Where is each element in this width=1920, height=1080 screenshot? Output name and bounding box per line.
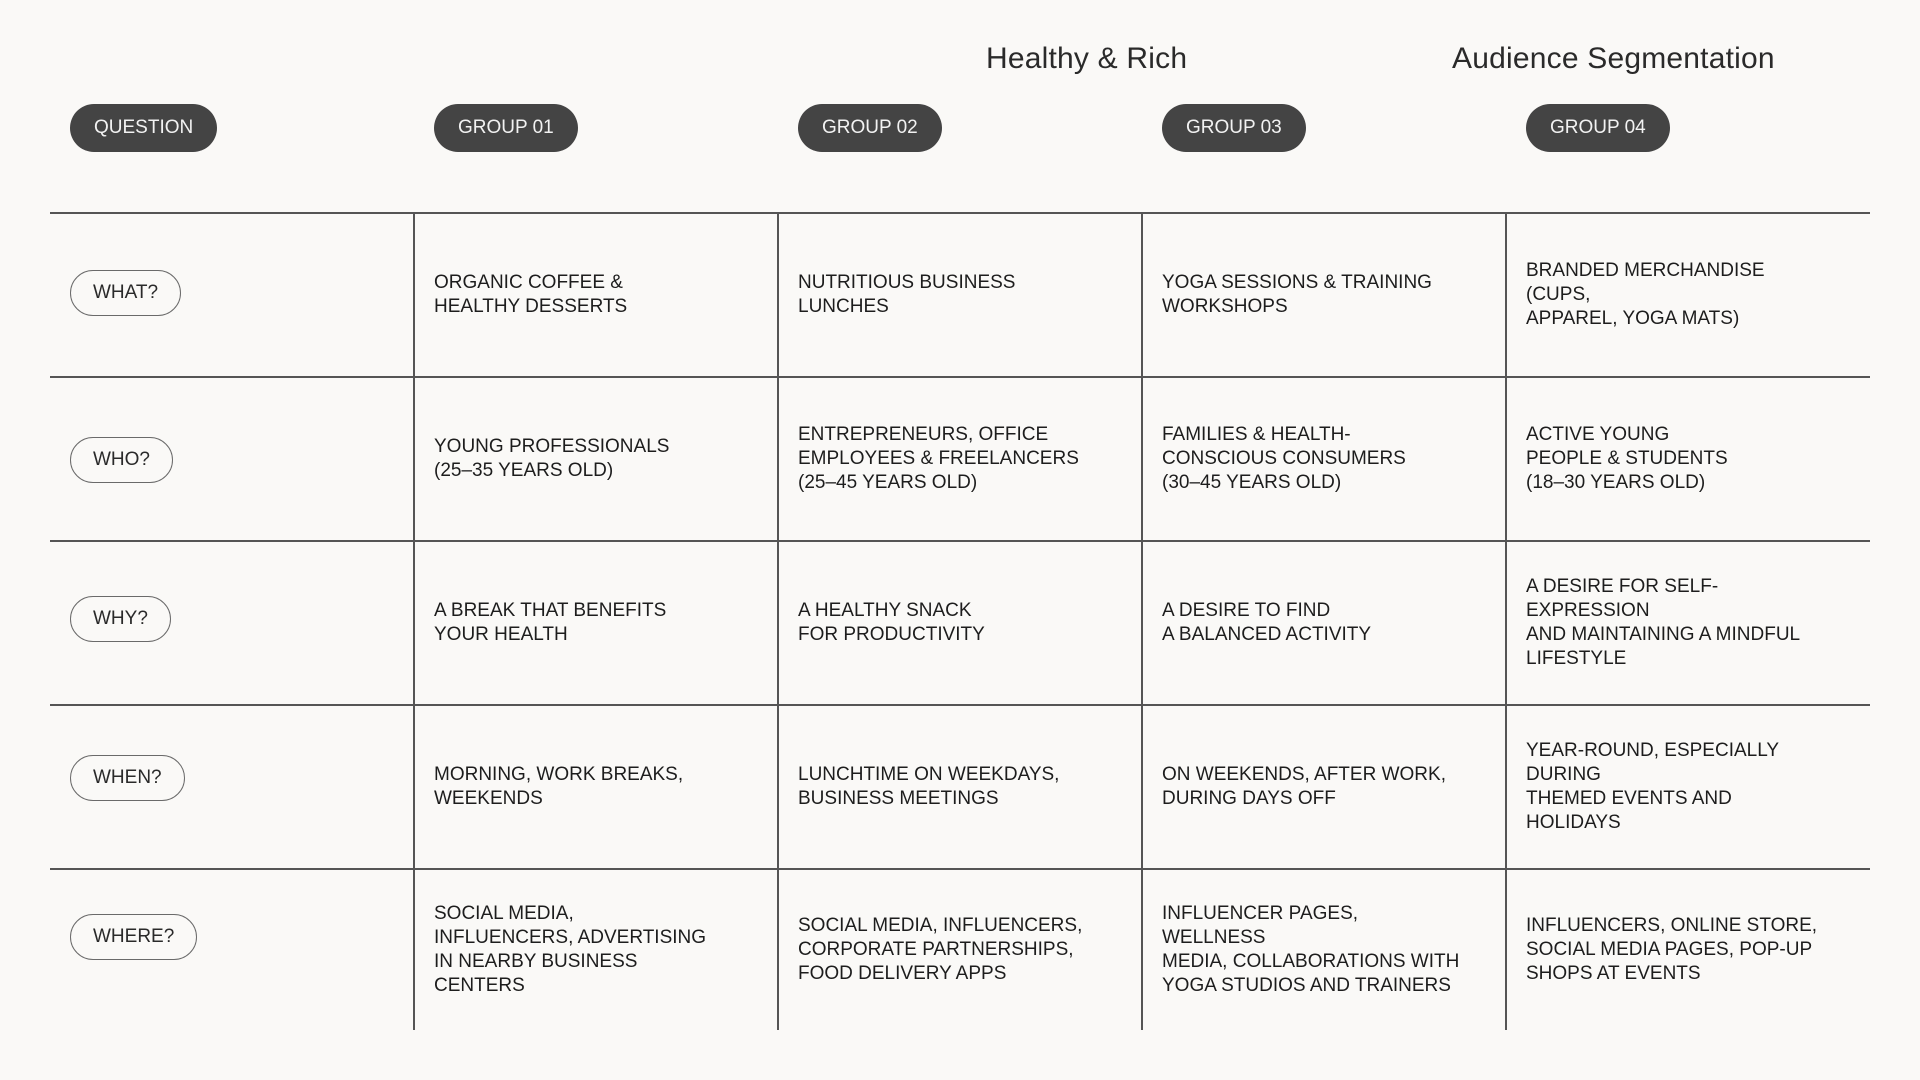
- question-what: WHAT?: [70, 270, 181, 316]
- table-cell: A DESIRE FOR SELF-EXPRESSION AND MAINTAINING A MINDFUL LIFESTYLE: [1526, 576, 1801, 669]
- column-divider: [413, 212, 415, 1030]
- question-who: WHO?: [70, 437, 173, 483]
- table-cell: SOCIAL MEDIA, INFLUENCERS, ADVERTISING IN NEARBY BUSINESS CENTERS: [434, 903, 707, 996]
- table-cell: ORGANIC COFFEE & HEALTHY DESSERTS: [434, 272, 628, 317]
- page-title: Audience Segmentation: [1452, 42, 1775, 75]
- page-subtitle: Healthy & Rich: [986, 42, 1188, 75]
- column-divider: [1141, 212, 1143, 1030]
- table-cell: MORNING, WORK BREAKS, WEEKENDS: [434, 764, 684, 809]
- question-when: WHEN?: [70, 755, 185, 801]
- column-header-question: QUESTION: [70, 104, 217, 152]
- question-why: WHY?: [70, 596, 171, 642]
- column-header-group-03: GROUP 03: [1162, 104, 1306, 152]
- column-divider: [1505, 212, 1507, 1030]
- table-cell: YEAR-ROUND, ESPECIALLY DURING THEMED EVENTS AND HOLIDAYS: [1526, 740, 1779, 833]
- table-cell: BRANDED MERCHANDISE (CUPS, APPAREL, YOGA MATS): [1526, 260, 1765, 329]
- table-cell: SOCIAL MEDIA, INFLUENCERS, CORPORATE PARTNERSHIPS, FOOD DELIVERY APPS: [798, 915, 1083, 984]
- column-divider: [777, 212, 779, 1030]
- table-cell: YOGA SESSIONS & TRAINING WORKSHOPS: [1162, 272, 1432, 317]
- table-cell: A BREAK THAT BENEFITS YOUR HEALTH: [434, 600, 667, 645]
- table-cell: ON WEEKENDS, AFTER WORK, DURING DAYS OFF: [1162, 764, 1446, 809]
- column-header-group-04: GROUP 04: [1526, 104, 1670, 152]
- table-cell: ACTIVE YOUNG PEOPLE & STUDENTS (18–30 YEARS OLD): [1526, 424, 1728, 493]
- table-cell: INFLUENCERS, ONLINE STORE, SOCIAL MEDIA PAGES, POP-UP SHOPS AT EVENTS: [1526, 915, 1818, 984]
- table-cell: ENTREPRENEURS, OFFICE EMPLOYEES & FREELANCERS (25–45 YEARS OLD): [798, 424, 1079, 493]
- table-cell: NUTRITIOUS BUSINESS LUNCHES: [798, 272, 1016, 317]
- column-header-group-01: GROUP 01: [434, 104, 578, 152]
- question-where: WHERE?: [70, 914, 197, 960]
- table-cell: YOUNG PROFESSIONALS (25–35 YEARS OLD): [434, 436, 670, 481]
- table-cell: INFLUENCER PAGES, WELLNESS MEDIA, COLLABORATIONS WITH YOGA STUDIOS AND TRAINERS: [1162, 903, 1460, 996]
- table-cell: LUNCHTIME ON WEEKDAYS, BUSINESS MEETINGS: [798, 764, 1060, 809]
- column-header-group-02: GROUP 02: [798, 104, 942, 152]
- table-cell: A HEALTHY SNACK FOR PRODUCTIVITY: [798, 600, 985, 645]
- table-cell: A DESIRE TO FIND A BALANCED ACTIVITY: [1162, 600, 1372, 645]
- table-cell: FAMILIES & HEALTH- CONSCIOUS CONSUMERS (30–45 YEARS OLD): [1162, 424, 1406, 493]
